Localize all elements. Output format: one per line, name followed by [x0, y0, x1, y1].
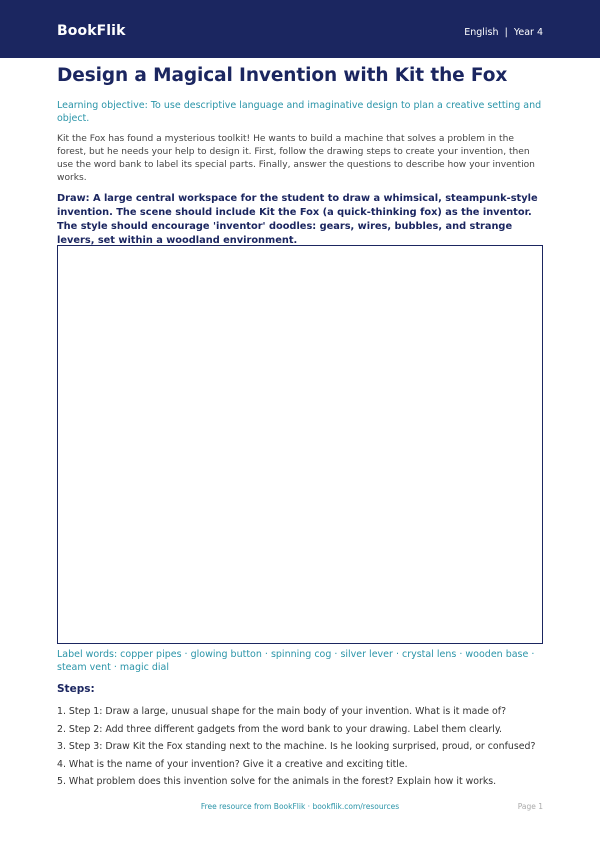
steps-heading: Steps: [57, 683, 95, 695]
step-item: 3. Step 3: Draw Kit the Fox standing next to the machine. Is he looking surprised, proud, or confused? [57, 741, 536, 752]
steps-list [57, 703, 543, 791]
subject-label: English [464, 27, 499, 38]
brand-logo[interactable]: BookFlik [57, 23, 126, 39]
year-label: Year 4 [513, 27, 543, 38]
intro-paragraph: Kit the Fox has found a mysterious toolkit! He wants to build a machine that solves a problem in the forest, but he needs your help to design it. First, follow the drawing steps to create your invention, then use the word bank to label its special parts. Finally, answer the questions to describe how your invention works. [57, 134, 535, 183]
drawing-area[interactable] [57, 245, 543, 644]
step-item: 1. Step 1: Draw a large, unusual shape for the main body of your invention. What is it made of? [57, 706, 507, 717]
subject-separator: | [504, 27, 508, 38]
learning-objective: Learning objective: To use descriptive language and imaginative design to plan a creative setting and object. [57, 100, 542, 124]
page-number: Page 1 [517, 802, 543, 811]
worksheet-content [57, 64, 543, 248]
step-item: 2. Step 2: Add three different gadgets from the word bank to your drawing. Label them clearly. [57, 723, 503, 735]
page-title: Design a Magical Invention with Kit the Fox [57, 65, 508, 86]
step-item: 5. What problem does this invention solve for the animals in the forest? Explain how it works. [57, 776, 497, 787]
footer-resource-link[interactable]: Free resource from BookFlik · bookflik.com/resources [200, 802, 400, 811]
step-item: 4. What is the name of your invention? Give it a creative and exciting title. [57, 758, 408, 770]
label-word-bank: Label words: copper pipes · glowing button · spinning cog · silver lever · crystal lens · wooden base · steam vent · magic dial [57, 649, 535, 673]
draw-instruction: Draw: A large central workspace for the student to draw a whimsical, steampunk-style invention. The scene should include Kit the Fox (a quick-thinking fox) as the inventor. The style should encourage 'inventor' doodles: gears, wires, bubbles, and strange levers, set within a woodland environment. [57, 193, 538, 246]
page-header [0, 0, 600, 58]
subject-year [464, 27, 543, 38]
